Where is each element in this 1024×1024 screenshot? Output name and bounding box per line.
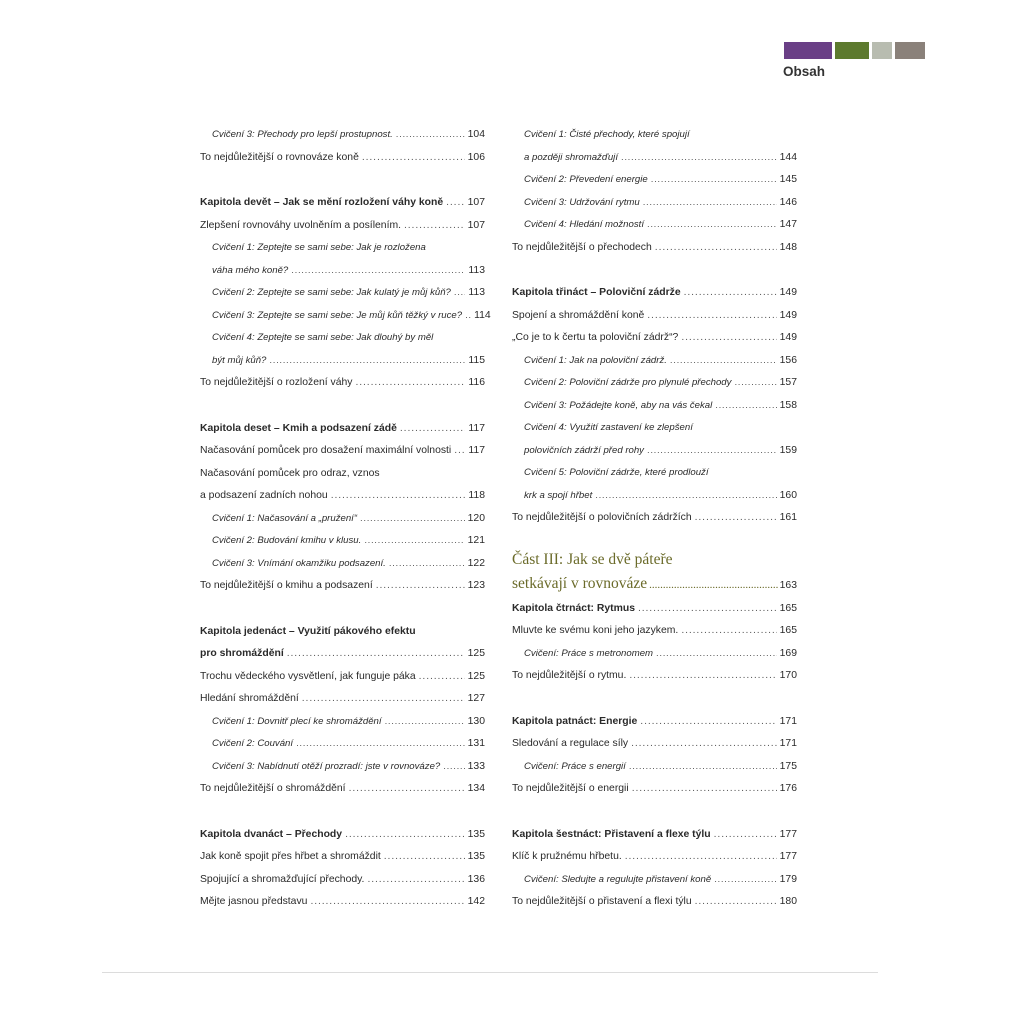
toc-chapter-entry[interactable] — [512, 711, 797, 734]
toc-entry-title: Spojení a shromáždění koně — [512, 309, 645, 321]
toc-exercise-entry[interactable] — [512, 372, 797, 395]
toc-dot-leader — [360, 508, 465, 531]
toc-entry-title: Zlepšení rovnováhy uvolněním a posílením. — [200, 219, 401, 231]
toc-dot-leader — [647, 305, 776, 328]
toc-chapter-entry[interactable] — [200, 418, 485, 441]
toc-entry-title: Cvičení 1: Čisté přechody, které spojují — [524, 129, 690, 140]
toc-dot-leader — [454, 282, 466, 305]
toc-section-entry[interactable] — [512, 665, 797, 688]
toc-page-number: 171 — [779, 738, 797, 749]
toc-exercise-entry[interactable] — [200, 711, 485, 734]
toc-page-number: 145 — [779, 174, 797, 185]
toc-dot-leader — [296, 733, 465, 756]
toc-dot-leader — [629, 756, 777, 779]
toc-page-number: 142 — [467, 896, 485, 907]
toc-page-number: 146 — [779, 196, 797, 208]
toc-exercise-entry[interactable] — [512, 169, 797, 192]
toc-dot-leader — [655, 237, 777, 260]
toc-page-number: 161 — [779, 512, 797, 523]
toc-dot-leader — [389, 553, 465, 576]
toc-page-number: 104 — [467, 129, 485, 140]
toc-page-number: 118 — [468, 490, 485, 501]
toc-entry-title: Načasování pomůcek pro odraz, vznos — [200, 467, 380, 479]
toc-dot-leader — [714, 869, 776, 892]
toc-dot-leader — [734, 372, 776, 395]
toc-dot-leader — [310, 891, 464, 914]
toc-entry-title: To nejdůležitější o rytmu. — [512, 670, 627, 681]
toc-entry-title: Kapitola deset – Kmih a podsazení zádě — [200, 422, 397, 434]
toc-dot-leader — [715, 395, 776, 418]
toc-entry-title: To nejdůležitější o polovičních zádržích — [512, 512, 692, 523]
toc-page-number: 106 — [467, 151, 485, 163]
toc-section-entry[interactable] — [200, 688, 485, 711]
toc-dot-leader — [714, 824, 777, 847]
toc-dot-leader — [269, 350, 465, 373]
toc-entry-title: Kapitola šestnáct: Přistavení a flexe týlu — [512, 828, 711, 840]
toc-entry-title: Kapitola dvanáct – Přechody — [200, 828, 343, 840]
toc-section-entry[interactable] — [512, 778, 797, 801]
toc-dot-leader — [364, 530, 464, 553]
toc-exercise-entry[interactable] — [200, 530, 485, 553]
toc-entry-title: To nejdůležitější o rozložení váhy — [200, 377, 353, 388]
toc-part-entry[interactable] — [512, 548, 797, 572]
toc-entry-title: Cvičení 2: Zeptejte se sami sebe: Jak kulatý je můj kůň? — [212, 287, 451, 298]
toc-entry-title: setkávají v rovnováze — [512, 574, 648, 592]
toc-page-number: 169 — [779, 647, 797, 659]
toc-entry-title: Cvičení 3: Přechody pro lepší prostupnost. — [212, 129, 393, 140]
toc-exercise-entry[interactable] — [512, 192, 797, 215]
toc-page-number: 114 — [474, 309, 491, 321]
toc-entry-title: Kapitola devět – Jak se mění rozložení váhy koně — [200, 197, 444, 208]
toc-entry-title: Sledování a regulace síly — [512, 738, 629, 749]
toc-exercise-entry[interactable] — [512, 756, 797, 779]
toc-exercise-entry[interactable] — [200, 260, 485, 283]
toc-exercise-entry[interactable] — [200, 124, 485, 147]
toc-entry-title: a podsazení zadních nohou — [200, 490, 328, 501]
toc-section-entry[interactable] — [200, 440, 485, 463]
toc-entry-title: Cvičení 3: Udržování rytmu — [524, 196, 640, 208]
toc-exercise-entry[interactable] — [512, 417, 797, 440]
toc-page-number: 165 — [779, 602, 797, 614]
toc-column-right — [512, 124, 797, 914]
toc-dot-leader — [349, 778, 465, 801]
toc-entry-title: být můj kůň? — [212, 354, 267, 366]
toc-section-entry[interactable] — [200, 869, 485, 892]
toc-section-entry[interactable] — [200, 891, 485, 914]
toc-dot-leader — [647, 214, 777, 237]
toc-section-entry[interactable] — [200, 463, 485, 486]
toc-dot-leader — [355, 372, 465, 395]
toc-section-entry[interactable] — [200, 485, 485, 508]
toc-dot-leader — [367, 869, 464, 892]
toc-dot-leader — [454, 440, 465, 463]
toc-page-number: 144 — [779, 151, 797, 163]
toc-page-number: 116 — [468, 377, 485, 388]
toc-page-number: 171 — [779, 715, 797, 727]
toc-dot-leader — [640, 711, 776, 734]
toc-section-entry[interactable] — [200, 372, 485, 395]
toc-section-entry[interactable] — [512, 891, 797, 914]
toc-entry-title: Cvičení 1: Zeptejte se sami sebe: Jak je rozložena — [212, 242, 426, 253]
toc-entry-title: Cvičení 3: Zeptejte se sami sebe: Je můj kůň těžký v ruce? — [212, 309, 463, 321]
toc-page-number: 149 — [779, 332, 797, 343]
toc-entry-title: To nejdůležitější o energii — [512, 783, 629, 794]
toc-exercise-entry[interactable] — [200, 282, 485, 305]
toc-exercise-entry[interactable] — [512, 440, 797, 463]
toc-entry-title: Cvičení 4: Hledání možností — [524, 219, 644, 230]
toc-entry-title: Cvičení: Práce s energií — [524, 760, 626, 772]
toc-page-number: 149 — [779, 287, 797, 298]
toc-entry-title: „Co je to k čertu ta poloviční zádrž“? — [512, 332, 679, 343]
toc-entry-title: Cvičení 1: Dovnitř plecí ke shromáždění — [212, 715, 382, 727]
toc-section-entry[interactable] — [512, 327, 797, 350]
toc-section-entry[interactable] — [200, 778, 485, 801]
toc-page-number: 121 — [467, 535, 485, 546]
toc-page-number: 135 — [467, 828, 485, 840]
toc-exercise-entry[interactable] — [200, 327, 485, 350]
toc-section-entry[interactable] — [512, 733, 797, 756]
toc-exercise-entry[interactable] — [200, 508, 485, 531]
toc-dot-leader — [400, 418, 466, 441]
toc-part-entry[interactable] — [512, 572, 797, 598]
toc-entry-title: To nejdůležitější o kmihu a podsazení — [200, 580, 373, 591]
toc-dot-leader — [647, 440, 777, 463]
toc-dot-leader — [385, 711, 465, 734]
toc-entry-title: Načasování pomůcek pro dosažení maximální volnosti — [200, 445, 452, 456]
color-swatch-taupe — [895, 42, 925, 59]
toc-exercise-entry[interactable] — [512, 869, 797, 892]
toc-entry-title: Hledání shromáždění — [200, 693, 299, 704]
toc-dot-leader — [621, 147, 777, 170]
toc-dot-leader — [651, 169, 777, 192]
toc-section-entry[interactable] — [512, 507, 797, 530]
toc-dot-leader — [638, 598, 777, 621]
toc-entry-title: Jak koně spojit přes hřbet a shromáždit — [200, 851, 381, 862]
toc-entry-title: pro shromáždění — [200, 648, 284, 659]
toc-page-number: 117 — [468, 422, 485, 434]
toc-entry-title: Cvičení 2: Převedení energie — [524, 174, 648, 185]
toc-entry-title: Kapitola jedenáct – Využití pákového efektu — [200, 625, 416, 637]
toc-page-number: 136 — [467, 873, 485, 885]
toc-page-number: 147 — [779, 219, 797, 230]
toc-exercise-entry[interactable] — [512, 214, 797, 237]
toc-entry-title: To nejdůležitější o přistavení a flexi týlu — [512, 896, 692, 907]
toc-entry-title: Mluvte ke svému koni jeho jazykem. — [512, 625, 679, 636]
toc-exercise-entry[interactable] — [200, 553, 485, 576]
toc-entry-title: Trochu vědeckého vysvětlení, jak funguje páka — [200, 670, 416, 682]
toc-page-number: 107 — [467, 219, 485, 231]
toc-entry-title: Cvičení 2: Couvání — [212, 738, 294, 749]
toc-entry-title: Klíč k pružnému hřbetu. — [512, 851, 622, 862]
toc-page-number: 180 — [779, 896, 797, 907]
toc-section-entry[interactable] — [512, 237, 797, 260]
toc-section-entry[interactable] — [512, 620, 797, 643]
toc-entry-title: Cvičení 4: Využití zastavení ke zlepšení — [524, 422, 693, 433]
toc-dot-leader — [287, 643, 465, 666]
toc-page-number: 163 — [779, 579, 797, 591]
toc-exercise-entry[interactable] — [200, 305, 491, 328]
toc-entry-title: Cvičení 3: Vnímání okamžiku podsazení. — [212, 557, 386, 569]
toc-entry-title: Mějte jasnou představu — [200, 896, 308, 907]
toc-chapter-entry[interactable] — [512, 598, 797, 621]
toc-dot-leader — [629, 665, 776, 688]
toc-dot-leader — [684, 282, 777, 305]
toc-exercise-entry[interactable] — [512, 395, 797, 418]
toc-page-number: 125 — [467, 648, 485, 659]
toc-dot-leader — [656, 643, 777, 666]
toc-dot-leader — [302, 688, 465, 711]
toc-section-entry[interactable] — [512, 846, 797, 869]
toc-dot-leader — [384, 846, 465, 869]
toc-dot-leader — [595, 485, 776, 508]
toc-page-number: 179 — [779, 873, 797, 885]
toc-page-number: 148 — [779, 241, 797, 253]
toc-dot-leader — [631, 733, 777, 756]
toc-dot-leader — [681, 620, 776, 643]
toc-entry-title: krk a spojí hřbet — [524, 489, 593, 501]
toc-page-number: 159 — [779, 444, 797, 456]
toc-entry-title: To nejdůležitější o rovnováze koně — [200, 151, 359, 163]
toc-entry-title: Kapitola třináct – Poloviční zádrže — [512, 287, 681, 298]
toc-page-number: 113 — [468, 264, 485, 276]
color-swatch-light-gray — [872, 42, 892, 59]
toc-dot-leader — [632, 778, 777, 801]
toc-entry-title: Cvičení 5: Poloviční zádrže, které prodlouží — [524, 467, 709, 478]
toc-page-number: 134 — [467, 783, 485, 794]
toc-entry-title: Část III: Jak se dvě páteře — [512, 550, 673, 568]
toc-page-number: 117 — [468, 445, 485, 456]
section-title: Obsah — [783, 64, 826, 79]
toc-page-number: 156 — [779, 354, 797, 366]
toc-dot-leader — [291, 260, 465, 283]
toc-dot-leader — [465, 305, 471, 328]
toc-exercise-entry[interactable] — [200, 237, 485, 260]
toc-page-number: 125 — [467, 670, 485, 682]
toc-entry-title: Cvičení 4: Zeptejte se sami sebe: Jak dlouhý by měl — [212, 332, 434, 343]
toc-chapter-entry[interactable] — [200, 824, 485, 847]
toc-page-number: 120 — [467, 512, 485, 524]
toc-exercise-entry[interactable] — [512, 350, 797, 373]
toc-chapter-entry[interactable] — [512, 282, 797, 305]
toc-entry-title: a později shromažďují — [524, 151, 618, 163]
toc-page-number: 130 — [467, 715, 485, 727]
toc-section-entry[interactable] — [200, 215, 485, 238]
toc-page-number: 135 — [467, 851, 485, 862]
toc-dot-leader — [649, 572, 778, 597]
toc-chapter-entry[interactable] — [200, 192, 485, 215]
toc-dot-leader — [443, 756, 464, 779]
toc-exercise-entry[interactable] — [512, 462, 797, 485]
toc-dot-leader — [404, 215, 465, 238]
toc-exercise-entry[interactable] — [200, 756, 485, 779]
toc-exercise-entry[interactable] — [512, 485, 797, 508]
toc-entry-title: Cvičení 3: Nabídnutí otěží prozradí: jste v rovnováze? — [212, 760, 441, 772]
toc-entry-title: Cvičení 1: Jak na poloviční zádrž. — [524, 354, 667, 366]
toc-entry-title: To nejdůležitější o přechodech — [512, 241, 652, 253]
toc-entry-title: Cvičení 2: Budování kmihu v klusu. — [212, 535, 362, 546]
toc-dot-leader — [643, 192, 777, 215]
toc-dot-leader — [362, 147, 465, 170]
toc-entry-title: Kapitola patnáct: Energie — [512, 715, 638, 727]
toc-exercise-entry[interactable] — [200, 733, 485, 756]
toc-dot-leader — [695, 507, 777, 530]
toc-page-number: 107 — [467, 197, 485, 208]
toc-entry-title: polovičních zádrží před rohy — [524, 444, 644, 456]
toc-chapter-entry[interactable] — [200, 643, 485, 666]
toc-chapter-entry[interactable] — [200, 621, 485, 644]
toc-entry-title: Kapitola čtrnáct: Rytmus — [512, 602, 635, 614]
toc-page-number: 160 — [779, 489, 797, 501]
toc-page-number: 157 — [779, 377, 797, 388]
toc-entry-title: Cvičení 1: Načasování a „pružení“ — [212, 512, 358, 524]
toc-section-entry[interactable] — [200, 575, 485, 598]
toc-entry-title: To nejdůležitější o shromáždění — [200, 783, 346, 794]
toc-dot-leader — [446, 192, 465, 215]
color-swatch-purple — [784, 42, 832, 59]
toc-page-number: 122 — [467, 557, 485, 569]
toc-entry-title: Cvičení 2: Poloviční zádrže pro plynulé přechody — [524, 377, 732, 388]
toc-page-number: 176 — [779, 783, 797, 794]
toc-section-entry[interactable] — [512, 305, 797, 328]
toc-dot-leader — [376, 575, 465, 598]
toc-page-number: 158 — [779, 399, 797, 411]
toc-page-number: 123 — [467, 580, 485, 591]
toc-page-number: 127 — [467, 693, 485, 704]
toc-entry-title: Spojující a shromažďující přechody. — [200, 873, 365, 885]
toc-exercise-entry[interactable] — [200, 350, 485, 373]
toc-dot-leader — [681, 327, 776, 350]
toc-exercise-entry[interactable] — [512, 643, 797, 666]
toc-page-number: 170 — [779, 670, 797, 681]
toc-page-number: 177 — [779, 851, 797, 862]
toc-dot-leader — [345, 824, 465, 847]
toc-entry-title: Cvičení: Práce s metronomem — [524, 647, 654, 659]
toc-dot-leader — [625, 846, 777, 869]
toc-exercise-entry[interactable] — [512, 147, 797, 170]
toc-chapter-entry[interactable] — [512, 824, 797, 847]
toc-exercise-entry[interactable] — [512, 124, 797, 147]
toc-dot-leader — [396, 124, 465, 147]
toc-page-number: 113 — [468, 287, 485, 298]
toc-dot-leader — [670, 350, 777, 373]
toc-page-number: 175 — [779, 760, 797, 772]
toc-page-number: 165 — [779, 625, 797, 636]
toc-dot-leader — [695, 891, 777, 914]
toc-entry-title: Cvičení 3: Požádejte koně, aby na vás čekal — [524, 399, 713, 411]
toc-page-number: 133 — [467, 760, 485, 772]
footer-divider — [102, 972, 878, 973]
toc-column-left — [200, 124, 491, 914]
toc-page-number: 177 — [779, 828, 797, 840]
toc-page-number: 149 — [779, 309, 797, 321]
toc-dot-leader — [331, 485, 466, 508]
toc-section-entry[interactable] — [200, 666, 485, 689]
toc-section-entry[interactable] — [200, 846, 485, 869]
toc-dot-leader — [419, 666, 465, 689]
toc-entry-title: váha mého koně? — [212, 264, 289, 276]
toc-page-number: 131 — [467, 738, 485, 749]
color-swatch-green — [835, 42, 869, 59]
toc-section-entry[interactable] — [200, 147, 485, 170]
toc-entry-title: Cvičení: Sledujte a regulujte přistavení koně — [524, 873, 712, 885]
toc-page-number: 115 — [468, 354, 485, 366]
